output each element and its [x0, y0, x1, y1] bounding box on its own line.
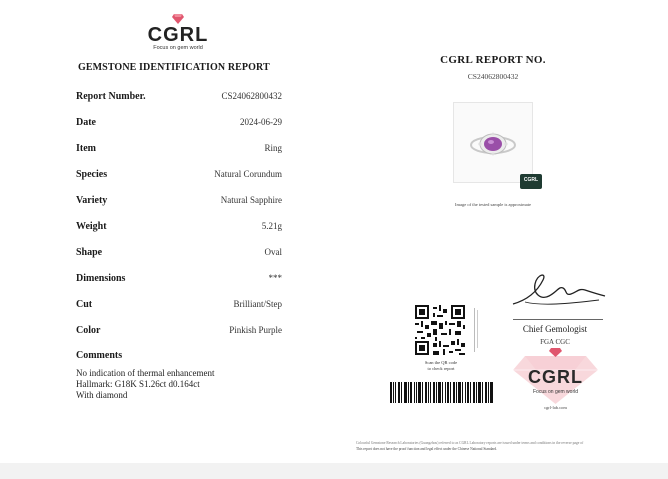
field-label: Weight: [76, 221, 107, 232]
field-value: Ring: [264, 143, 282, 153]
report-no-heading: CGRL REPORT NO.: [440, 54, 546, 66]
field-variety: [76, 195, 282, 209]
badge-text: CGRL: [523, 177, 539, 183]
comment-line: Hallmark: G18K S1.26ct d0.164ct: [76, 379, 200, 389]
field-label: Variety: [76, 195, 108, 206]
field-dimensions: [76, 273, 282, 287]
barcode: [390, 382, 493, 403]
signature: [507, 270, 609, 312]
cgrl-mini-badge: [520, 174, 542, 189]
field-date: [76, 117, 282, 131]
qr-side-text-icon: [471, 306, 481, 356]
qr-caption-line: Scan the QR code: [424, 360, 458, 365]
field-label: Dimensions: [76, 273, 126, 284]
field-label: Date: [76, 117, 96, 128]
gem-icon: [172, 14, 184, 24]
field-value: Oval: [264, 247, 282, 257]
qr-caption-line: to check report: [427, 366, 455, 371]
field-label: Color: [76, 325, 101, 336]
field-label: Item: [76, 143, 96, 154]
sample-photo: [453, 102, 533, 183]
field-label: Report Number.: [76, 91, 146, 102]
website-link[interactable]: cgrl-lab.com: [544, 405, 567, 410]
disclaimer-line: This report does not have the proof function and legal effect under the Chinese National Standard.: [356, 447, 498, 451]
field-label: Species: [76, 169, 108, 180]
photo-caption: Image of the tested sample is approximate: [455, 202, 531, 207]
report-no-value: CS24062800432: [467, 72, 519, 81]
field-weight: [76, 221, 282, 235]
field-item: [76, 143, 282, 157]
field-value: Brilliant/Step: [233, 299, 282, 309]
qr-code[interactable]: [415, 305, 465, 355]
logo-tagline: Focus on gem world: [153, 45, 203, 51]
signer-credentials: FGA CGC: [540, 338, 570, 346]
field-report-number: [76, 91, 282, 105]
field-label: Cut: [76, 299, 93, 310]
ring-image: [454, 103, 534, 184]
cgrl-logo: [144, 14, 212, 52]
field-cut: [76, 299, 282, 313]
field-value: CS24062800432: [221, 91, 282, 101]
comment-line: With diamond: [76, 390, 128, 400]
field-label: Shape: [76, 247, 103, 258]
seal-tagline: Focus on gem world: [532, 389, 579, 395]
bottom-margin: [0, 463, 668, 479]
field-value: ***: [268, 273, 282, 283]
signature-line: [513, 319, 603, 320]
disclaimer-line: Colourful Gemstone Research Laboratories (Guangzhou) referred to as CGRL Laboratory reports are issued under terms and conditions in the reverse page of: [356, 441, 584, 445]
field-value: Natural Corundum: [214, 169, 282, 179]
field-value: 2024-06-29: [240, 117, 282, 127]
comments-heading: Comments: [76, 350, 123, 361]
field-value: 5.21g: [261, 221, 282, 231]
field-value: Natural Sapphire: [220, 195, 282, 205]
field-species: [76, 169, 282, 183]
logo-wordmark: CGRL: [147, 24, 209, 46]
signer-title: Chief Gemologist: [522, 324, 588, 334]
field-value: Pinkish Purple: [229, 325, 282, 335]
seal-logo: CGRL: [528, 367, 583, 387]
field-shape: [76, 247, 282, 261]
report-title: GEMSTONE IDENTIFICATION REPORT: [78, 62, 270, 73]
field-color: [76, 325, 282, 339]
comment-line: No indication of thermal enhancement: [76, 368, 215, 378]
qr-caption: [412, 360, 470, 372]
